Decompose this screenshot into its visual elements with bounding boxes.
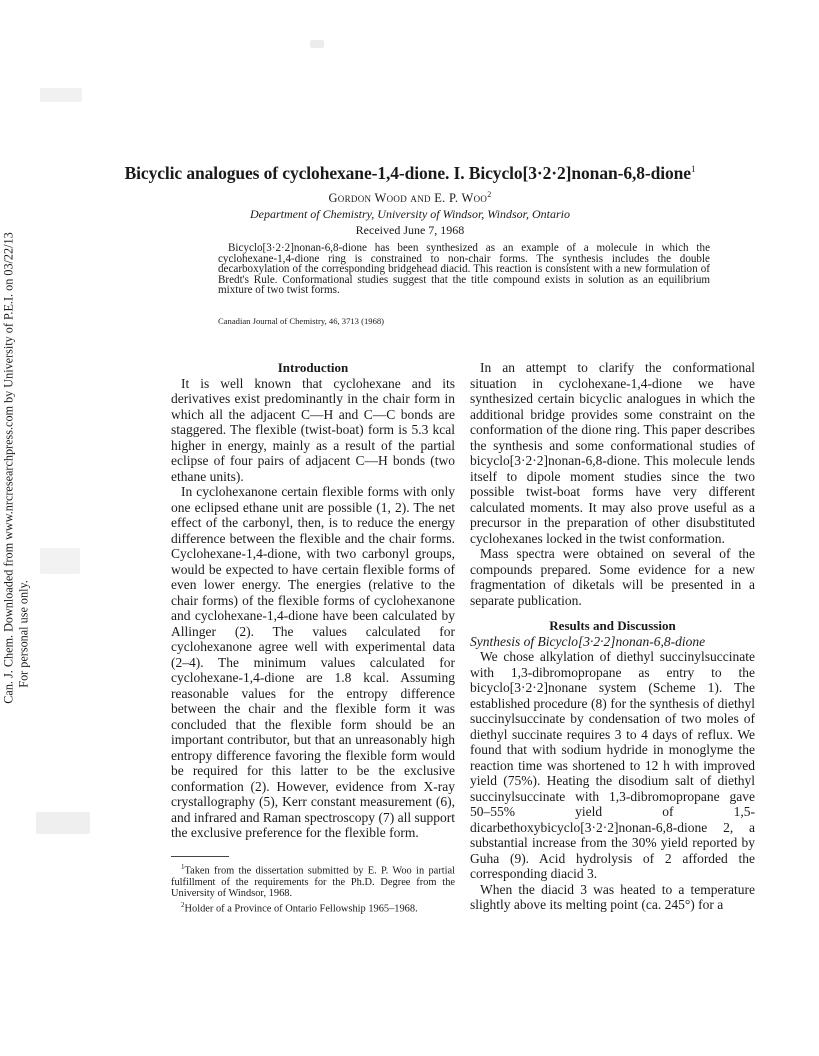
paragraph: We chose alkylation of diethyl succinylsuccinate with 1,3-dibromopropane as entry to the bicyclo[3·2·2]nonane system (Scheme 1). The established procedure (8) for the synthesis of diethyl succinylsuccinate by condensation of two moles of diethyl succinate requires 3 to 4 days of reflux. We found that with sodium hydride in monoglyme the reaction time was shortened to 12 h with improved yield (75%). Heating the disodium salt of diethyl succinylsuccinate with 1,3-dibromopropane gave 50–55% yield of 1,5-dicarbethoxybicyclo[3·2·2]nonan-6,8-dione 2, a substantial increase from the 30% yield reported by Guha (9). Acid hydrolysis of 2 afforded the corresponding diacid 3. — [470, 649, 755, 881]
author-footnote-mark: 2 — [487, 190, 492, 199]
author-names: Gordon Wood and E. P. Woo — [328, 191, 488, 206]
paragraph: In cyclohexanone certain flexible forms with only one eclipsed ethane unit are possible (1, 2). The net effect of the carbonyl, then, is to reduce the energy difference between the flexible and the chair forms. Cyclohexane-1,4-dione, with two carbonyl groups, would be expected to have certain flexible forms of even lower energy. The energies (relative to the chair forms) of the flexible forms of cyclohexanone and cyclohexane-1,4-dione have been calculated by Allinger (2). The values calculated for cyclohexanone agree well with experimental data (2–4). The minimum values calculated for cyclohexane-1,4-dione are 1.8 kcal. Assuming reasonable values for the entropy difference between the chair and the flexible form it was concluded that the flexible form should be an important contributor, but that an unreasonably high entropy difference favoring the flexible form would be required for this latter to be the exclusive conformation (2). However, evidence from X-ray crystallography (5), Kerr constant measurement (6), and infrared and Raman spectroscopy (7) all support the exclusive preference for the flexible form. — [171, 484, 455, 840]
paragraph: It is well known that cyclohexane and its derivatives exist predominantly in the chair form in which all the adjacent C—H and C—C bonds are staggered. The flexible (twist-boat) form is 5.3 kcal higher in energy, mainly as a result of the partial eclipse of four pairs of adjacent C—H bonds (two ethane units). — [171, 375, 455, 484]
footnote — [171, 900, 455, 915]
scan-speck — [310, 40, 324, 48]
abstract-text: Bicyclo[3·2·2]nonan-6,8-dione has been synthesized as an example of a molecule in which the cyclohexane-1,4-dione ring is constrained to non-chair forms. The synthesis includes the double decarboxylation of the corresponding bridgehead diacid. This reaction is consistent with a new formulation of Bredt's Rule. Conformational studies suggest that the title compound exists in solution as an equilibrium mixture of two twist forms. — [218, 242, 710, 296]
watermark-line-1: Can. J. Chem. Downloaded from www.nrcresearchpress.com by University of P.E.I. on 03/22/13 — [1, 232, 16, 704]
footnote — [171, 862, 455, 900]
authors — [120, 190, 700, 206]
left-column — [171, 360, 455, 841]
footnote-text: Holder of a Province of Ontario Fellowship 1965–1968. — [184, 903, 418, 915]
footnote-mark: 1 — [181, 863, 185, 871]
affiliation: Department of Chemistry, University of Windsor, Windsor, Ontario — [249, 207, 570, 221]
right-column — [470, 360, 755, 913]
footnotes — [171, 862, 455, 915]
abstract — [218, 243, 710, 296]
paper-title — [120, 163, 700, 184]
scan-speck — [40, 548, 80, 574]
footnote-mark: 2 — [181, 900, 185, 909]
paper-title-text: Bicyclic analogues of cyclohexane-1,4-dione. I. Bicyclo[3·2·2]nonan-6,8-dione — [124, 163, 691, 183]
title-footnote-mark: 1 — [690, 164, 696, 175]
section-heading-introduction: Introduction — [277, 360, 349, 375]
paragraph: When the diacid 3 was heated to a temperature slightly above its melting point (ca. 245°) for a — [470, 881, 755, 912]
section-heading-results: Results and Discussion — [549, 618, 676, 633]
received-date: Received June 7, 1968 — [355, 223, 465, 237]
download-watermark — [1, 232, 30, 704]
journal-citation: Canadian Journal of Chemistry, 46, 3713 (1968) — [218, 316, 385, 326]
footnote-text: Taken from the dissertation submitted by E. P. Woo in partial fulfillment of the requirements for the Ph.D. Degree from the University of Windsor, 1968. — [171, 865, 455, 900]
subsection-heading: Synthesis of Bicyclo[3·2·2]nonan-6,8-dione — [470, 633, 706, 649]
footnote-rule — [171, 856, 229, 857]
paragraph: In an attempt to clarify the conformational situation in cyclohexane-1,4-dione we have synthesized certain bicyclic analogues in which the additional bridge provides some constraint on the conformation of the dione ring. This paper describes the synthesis and some conformational studies of bicyclo[3·2·2]nonan-6,8-dione. This molecule lends itself to dipole moment studies since the two possible twist-boat forms have very different calculated moments. It may also prove useful as a precursor in the preparation of other disubstituted cyclohexanes locked in the twist conformation. — [470, 360, 755, 546]
watermark-text — [2, 232, 31, 703]
watermark-line-2: For personal use only. — [16, 580, 30, 688]
scan-speck — [40, 88, 82, 102]
paragraph: Mass spectra were obtained on several of the compounds prepared. Some evidence for a new fragmentation of diketals will be presented in a separate publication. — [470, 546, 755, 608]
scan-speck — [36, 812, 90, 834]
